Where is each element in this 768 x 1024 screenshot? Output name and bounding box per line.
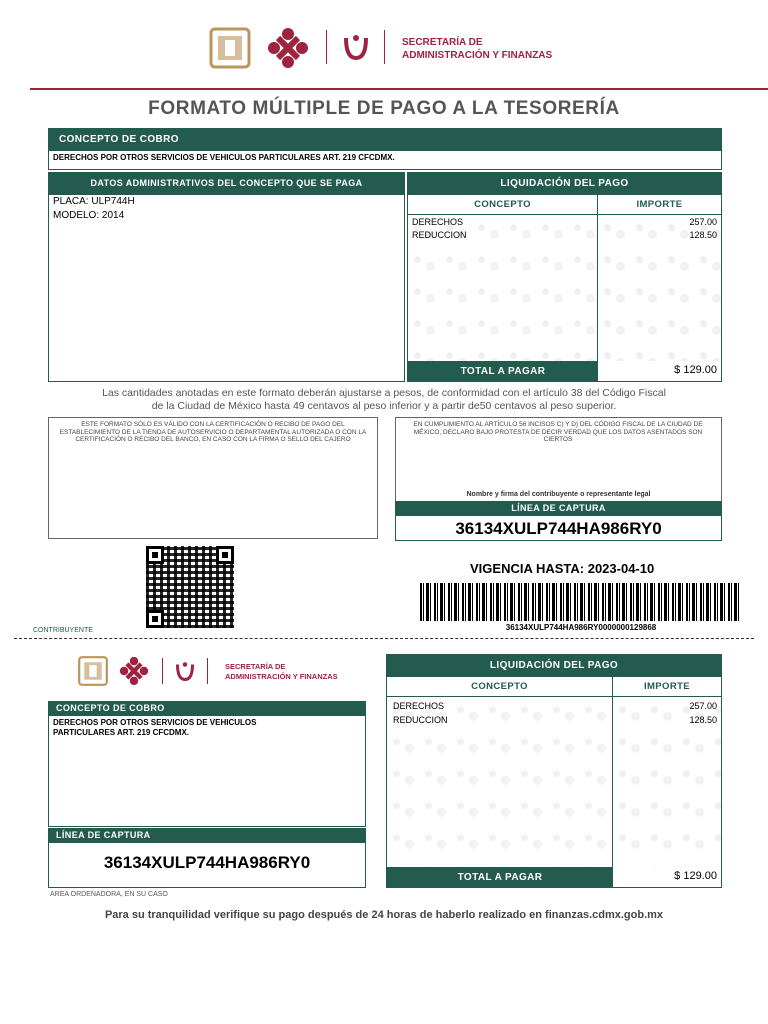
footer-note: Para su tranquilidad verifique su pago después de 24 horas de haberlo realizado en finanzas.cdmx.gob.mx — [104, 909, 664, 921]
firma-label: Nombre y firma del contribuyente o representante legal — [466, 491, 651, 498]
stub-row-1-importe: 257.00 — [689, 701, 717, 711]
stub-concepto-col-body — [387, 697, 613, 867]
datos-admin-header: DATOS ADMINISTRATIVOS DEL CONCEPTO QUE SE PAGA — [48, 172, 405, 194]
concepto-cobro-box — [48, 150, 722, 170]
concepto-cobro-value: DERECHOS POR OTROS SERVICIOS DE VEHICULOS PARTICULARES ART. 219 CFCDMX. — [53, 153, 395, 162]
total-label: TOTAL A PAGAR — [408, 361, 598, 381]
datos-admin-box — [48, 194, 405, 382]
protesta-text: EN CUMPLIMIENTO AL ARTÍCULO 56 INCISOS C) Y D) DEL CÓDIGO FISCAL DE LA CIUDAD DE MÉXICO, DECLARO BAJO PROTESTA DE DECIR VERDAD QUE LOS DATOS ASENTADOS SON CIERTOS — [413, 421, 703, 443]
stub-row-1-concepto: DERECHOS — [393, 701, 445, 711]
nota-line1: Las cantidades anotadas en este formato deberán ajustarse a pesos, de conformidad con el artículo 38 del Código Fiscal — [102, 387, 666, 399]
row-2-concepto: REDUCCION — [412, 230, 467, 240]
concepto-col-body — [408, 215, 598, 361]
total-value: $ 129.00 — [674, 364, 717, 376]
stub-ciudad-innovadora-icon — [173, 660, 197, 684]
stub-col-importe-header: IMPORTE — [613, 677, 721, 697]
stub-cdmx-emblem-icon — [117, 654, 151, 688]
validez-box — [48, 417, 378, 539]
linea-captura-header: LÍNEA DE CAPTURA — [395, 501, 722, 515]
stub-col-concepto-header: CONCEPTO — [387, 677, 613, 697]
stub-total-value: $ 129.00 — [674, 870, 717, 882]
col-importe-header: IMPORTE — [598, 195, 721, 215]
logo-divider — [326, 30, 327, 64]
qr-code — [146, 546, 234, 628]
stub-org-line2: ADMINISTRACIÓN Y FINANZAS — [225, 672, 338, 681]
page-title: FORMATO MÚLTIPLE DE PAGO A LA TESORERÍA — [148, 98, 620, 119]
row-1-importe: 257.00 — [689, 217, 717, 227]
placa-text: PLACA: ULP744H — [53, 196, 135, 207]
protesta-box — [395, 417, 722, 501]
stub-linea-captura-box — [48, 842, 366, 888]
org-line1: SECRETARÍA DE — [402, 37, 483, 48]
barcode — [420, 583, 742, 621]
stub-concepto-box — [48, 715, 366, 827]
barcode-text: 36134XULP744HA986RY0000000129868 — [505, 623, 657, 632]
stub-org-name — [225, 662, 338, 682]
nota-line2: de la Ciudad de México hasta 49 centavos al peso inferior y a partir de50 centavos al peso superior. — [151, 400, 617, 412]
contribuyente-label: CONTRIBUYENTE — [33, 627, 93, 634]
stub-liquidacion-header: LIQUIDACIÓN DEL PAGO — [386, 654, 722, 676]
org-line2: ADMINISTRACIÓN Y FINANZAS — [402, 50, 553, 61]
logo-divider-2 — [384, 30, 385, 64]
row-1-concepto: DERECHOS — [412, 217, 464, 227]
stub-logo-divider-2 — [207, 658, 208, 684]
stub-liquidacion-box — [386, 676, 722, 888]
stub-linea-captura-value: 36134XULP744HA986RY0 — [103, 853, 311, 872]
stub-row-2-concepto: REDUCCION — [393, 715, 448, 725]
liquidacion-box — [407, 194, 722, 382]
cdmx-emblem-icon — [264, 24, 312, 72]
stub-total-label: TOTAL A PAGAR — [387, 867, 613, 887]
stub-area-ordenadora: AREA ORDENADORA, EN SU CASO — [50, 891, 168, 898]
stub-logo-divider — [162, 658, 163, 684]
stub-logo-group — [77, 654, 367, 690]
importe-col-body — [598, 215, 721, 361]
row-2-importe: 128.50 — [689, 230, 717, 240]
stub-org-line1: SECRETARÍA DE — [225, 662, 286, 671]
cut-line — [14, 638, 754, 639]
validez-text: ESTE FORMATO SÓLO ES VÁLIDO CON LA CERTIFICACIÓN O RECIBO DE PAGO DEL ESTABLECIMIENTO DE LA TIENDA DE AUTOSERVICIO O DEPARTAMENTAL AUTORIZADA O CON LA CERTIFICACIÓN O RECIBO DEL BANCO, EN CASO CON LA FIRMA O SELLO DEL CAJERO — [59, 421, 367, 443]
stub-concepto-header: CONCEPTO DE COBRO — [48, 701, 366, 715]
modelo-text: MODELO: 2014 — [53, 210, 125, 221]
header-rule — [30, 88, 768, 90]
liquidacion-header: LIQUIDACIÓN DEL PAGO — [407, 172, 722, 194]
ciudad-innovadora-icon — [340, 32, 372, 64]
logo-group — [208, 24, 568, 72]
stub-concepto-value: DERECHOS POR OTROS SERVICIOS DE VEHICULOS PARTICULARES ART. 219 CFCDMX. — [53, 718, 257, 737]
cdmx-shield-icon — [208, 26, 252, 70]
vigencia-text: VIGENCIA HASTA: 2023-04-10 — [470, 561, 655, 576]
stub-row-2-importe: 128.50 — [689, 715, 717, 725]
linea-captura-value: 36134XULP744HA986RY0 — [455, 519, 662, 538]
stub-linea-captura-header: LÍNEA DE CAPTURA — [48, 828, 366, 842]
linea-captura-box — [395, 515, 722, 541]
org-name — [402, 36, 552, 62]
stub-cdmx-shield-icon — [77, 655, 109, 687]
stub-importe-col-body — [613, 697, 721, 867]
nota-text — [0, 387, 768, 413]
concepto-cobro-header: CONCEPTO DE COBRO — [48, 128, 722, 150]
col-concepto-header: CONCEPTO — [408, 195, 598, 215]
